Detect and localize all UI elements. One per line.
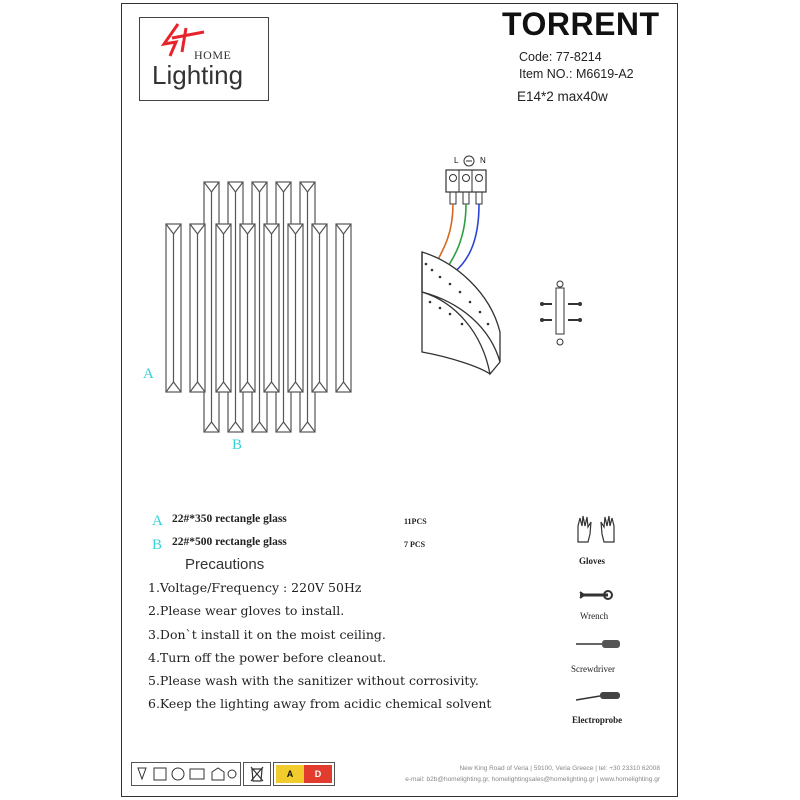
precautions-title: Precautions [185,556,265,573]
screwdriver-label: Screwdriver [571,664,615,674]
screwdriver-icon [574,638,622,650]
footer-address: New King Road of Veria | 59100, Veria Greece | tel: +30 23310 62008 [459,765,660,772]
part-b-letter: B [152,537,163,553]
footer-contact: e-mail: b2b@homelighting.gr, homelightingsales@homelighting.gr | www.homelighting.gr [405,776,660,783]
brand-logo [139,17,269,101]
product-code: Code: 77-8214 [519,50,602,64]
part-b-qty: 7 PCS [404,540,426,549]
screw-hole [439,307,442,310]
part-b-desc: 22#*500 rectangle glass [172,536,287,548]
bin-icon [243,762,271,786]
wall-bracket-diagram [536,278,586,348]
precaution-step-4: 4.Turn off the power before cleanout. [148,650,387,665]
electroprobe-label: Electroprobe [572,715,623,725]
energy-class-badge [273,762,335,786]
wrench-label: Wrench [580,611,609,621]
label-a: A [143,366,154,382]
screw-hole [461,323,464,326]
part-a-letter: A [152,513,163,529]
screw-hole [469,301,472,304]
certification-icons [134,765,238,783]
logo-home-text: HOME [194,48,232,62]
terminal-n: N [480,156,486,165]
screw-hole [479,311,482,314]
label-b: B [232,437,243,453]
part-a-qty: 11PCS [404,517,427,526]
energy-class-d: D [304,765,332,783]
logo-lighting-text: Lighting [152,60,244,90]
screw-hole [449,283,452,286]
screw-hole [449,313,452,316]
screw-hole [459,291,462,294]
screw-hole [431,269,434,272]
wrench-icon [578,588,614,602]
energy-class-a: A [276,765,304,783]
terminal-l: L [454,156,459,165]
screw-hole [487,323,490,326]
part-a-desc: 22#*350 rectangle glass [172,513,287,525]
compliance-badges [131,762,241,786]
lamp-spec: E14*2 max40w [517,89,608,104]
item-number: Item NO.: M6619-A2 [519,67,634,81]
gloves-icon [574,512,618,548]
electroprobe-icon [574,690,622,704]
precaution-step-6: 6.Keep the lighting away from acidic chemical solvent [148,696,492,711]
precaution-step-5: 5.Please wash with the sanitizer without corrosivity. [148,673,479,688]
screw-hole [439,276,442,279]
glass-panel-diagram [160,178,360,438]
precaution-step-2: 2.Please wear gloves to install. [148,603,345,618]
screw-hole [429,301,432,304]
product-name: TORRENT [502,6,660,42]
precaution-step-1: 1.Voltage/Frequency : 220V 50Hz [148,580,362,595]
screw-hole [425,263,428,266]
precaution-step-3: 3.Don`t install it on the moist ceiling. [148,627,386,642]
wiring-diagram [410,152,520,382]
gloves-label: Gloves [579,556,605,566]
